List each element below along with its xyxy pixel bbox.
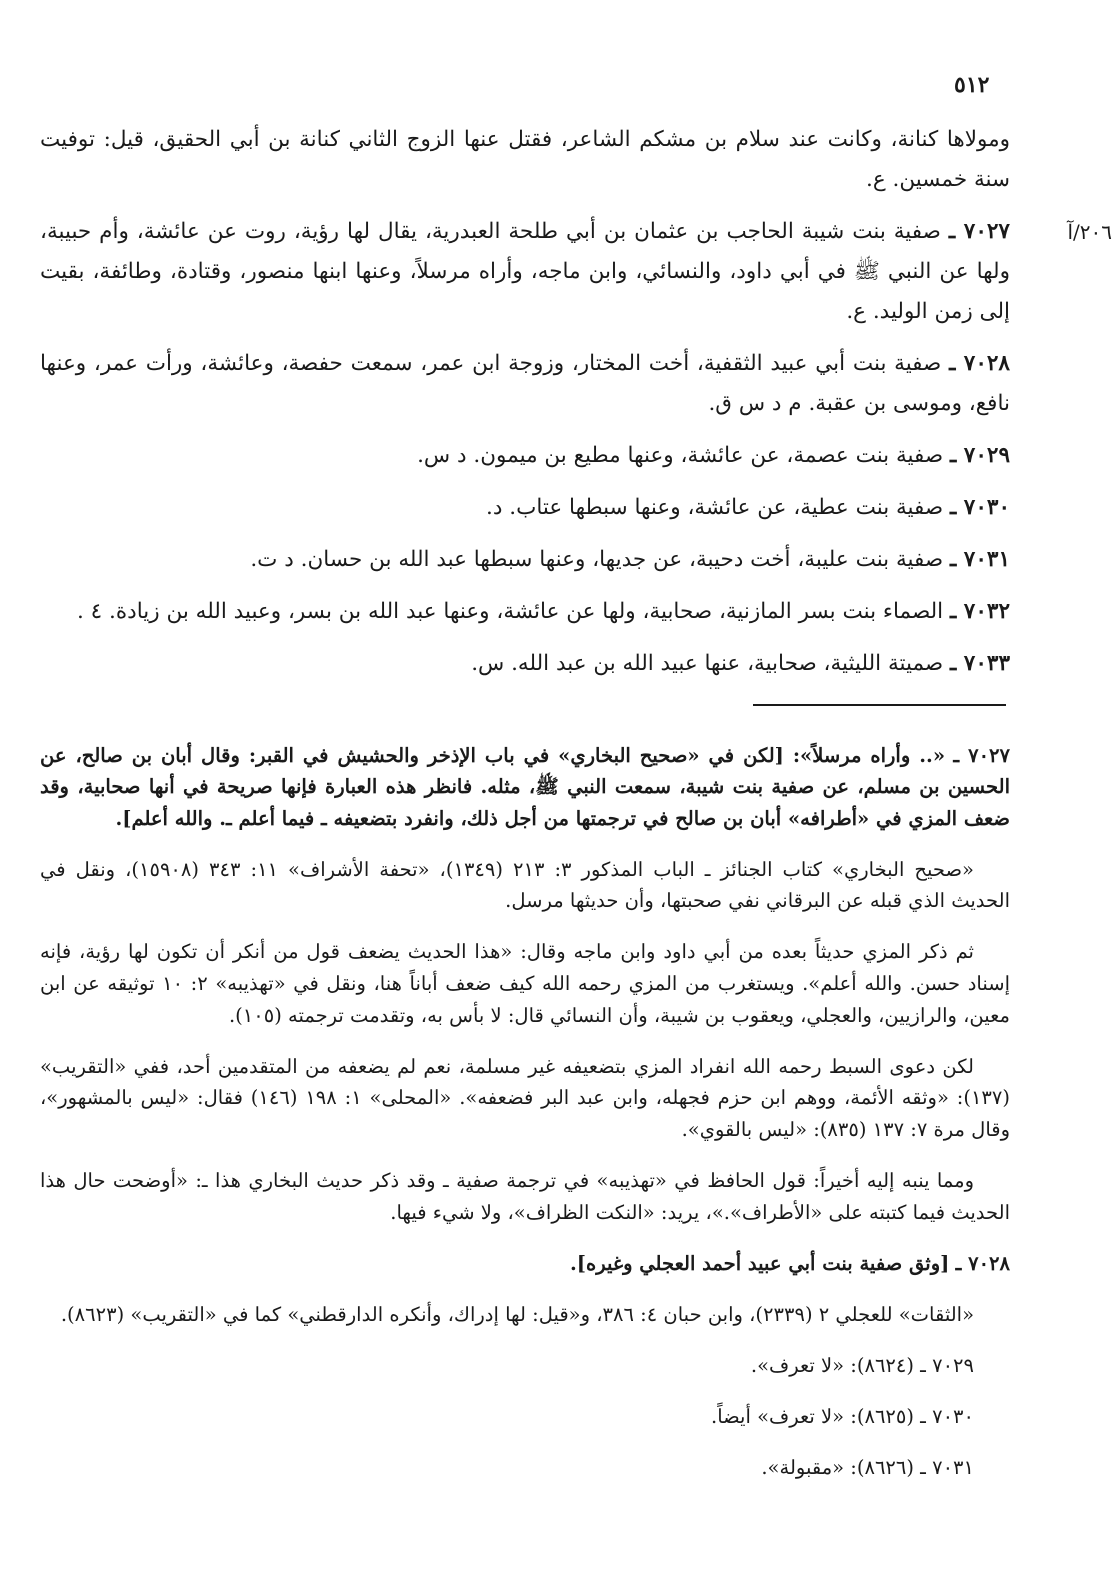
note-paragraph: «صحيح البخاري» كتاب الجنائز ـ الباب المذكور ٣: ٢١٣ (١٣٤٩)، «تحفة الأشراف» ١١: ٣٤٣ (١٥٩٠٨)، ونقل في الحديث الذي قبله عن البرقاني نفي صحبتها، وأن حديثها مرسل. bbox=[40, 857, 1010, 913]
entry-number: ٧٠٣١ ـ bbox=[950, 547, 1010, 572]
note-number: ٧٠٢٨ ـ bbox=[955, 1251, 1010, 1275]
entry-number: ٧٠٢٧ ـ bbox=[948, 219, 1010, 244]
entry-text: صميتة الليثية، صحابية، عنها عبيد الله بن عبد الله. س. bbox=[471, 651, 944, 676]
entry-number: ٧٠٣٢ ـ bbox=[950, 599, 1010, 624]
note-7028 bbox=[40, 1248, 1010, 1280]
note-7027 bbox=[40, 740, 1010, 835]
entry-7033 bbox=[40, 644, 1010, 684]
entry-text: الصماء بنت بسر المازنية، صحابية، ولها عن عائشة، وعنها عبد الله بن بسر، وعبيد الله بن زيادة. ٤ . bbox=[76, 599, 944, 624]
main-text bbox=[40, 120, 1112, 696]
entry-number: ٧٠٣٠ ـ bbox=[950, 495, 1010, 520]
entry-text: صفية بنت أبي عبيد الثقفية، أخت المختار، وزوجة ابن عمر، سمعت حفصة، وعائشة، ورأت عمر، وعنها نافع، وموسى بن عقبة. م د س ق. bbox=[40, 351, 1010, 416]
short-note-7030: ٧٠٣٠ ـ (٨٦٢٥): «لا تعرف» أيضاً. bbox=[711, 1405, 974, 1428]
margin-marker: ٢٠٦/آ bbox=[1067, 220, 1112, 244]
short-note-7029: ٧٠٢٩ ـ (٨٦٢٤): «لا تعرف». bbox=[750, 1353, 974, 1377]
note-paragraph: لكن دعوى السبط رحمه الله انفراد المزي بتضعيفه غير مسلمة، نعم لم يضعفه من المتقدمين أحد، ففي «التقريب» (١٣٧): «وثقه الأئمة، ووهم ابن حزم فجهله، وابن عبد البر فضعفه». «المحلى» ١: ١٩٨ (١٤٦) فقال: «ليس بالمشهور»، وقال مرة ٧: ١٣٧ (٨٣٥): «ليس بالقوي». bbox=[40, 1054, 1010, 1141]
note-number: ٧٠٢٧ ـ bbox=[953, 743, 1010, 767]
intro-paragraph: ومولاها كنانة، وكانت عند سلام بن مشكم الشاعر، فقتل عنها الزوج الثاني كنانة بن أبي الحقيق، قيل: توفيت سنة خمسين. ع. bbox=[40, 127, 1010, 192]
entry-number: ٧٠٢٨ ـ bbox=[949, 351, 1010, 376]
entry-number: ٧٠٣٣ ـ bbox=[950, 651, 1010, 676]
entry-7029 bbox=[40, 436, 1010, 476]
entry-text: صفية بنت عليبة، أخت دحيبة، عن جديها، وعنها سبطها عبد الله بن حسان. د ت. bbox=[250, 547, 944, 572]
footnotes bbox=[40, 720, 1010, 1503]
note-paragraph: ثم ذكر المزي حديثاً بعده من أبي داود وابن ماجه وقال: «هذا الحديث يضعف قول من أنكر أن تكون لها رؤية، فإنه إسناد حسن. والله أعلم». ويستغرب من المزي رحمه الله كيف ضعف أباناً هنا، ونقل في «تهذيبه» ٢: ١٠ توثيقه عن ابن معين، والرازيين، والعجلي، ويعقوب بن شيبة، وأن النسائي قال: لا بأس به، وتقدمت ترجمته (١٠٥). bbox=[40, 940, 1010, 1027]
footnote-divider bbox=[753, 704, 1006, 706]
short-note-7031: ٧٠٣١ ـ (٨٦٢٦): «مقبولة». bbox=[761, 1456, 974, 1480]
entry-7027 bbox=[40, 212, 1112, 332]
entry-7030 bbox=[40, 488, 1010, 528]
entry-text: صفية بنت عطية، عن عائشة، وعنها سبطها عتاب. د. bbox=[486, 495, 944, 520]
entry-7031 bbox=[40, 540, 1010, 580]
entry-7028 bbox=[40, 344, 1010, 424]
note-paragraph: ومما ينبه إليه أخيراً: قول الحافظ في «تهذيبه» في ترجمة صفية ـ وقد ذكر حديث البخاري هذا ـ: «أوضحت حال هذا الحديث فيما كتبته على «الأطراف».»، يريد: «النكت الظراف»، ولا شيء فيها. bbox=[40, 1169, 1010, 1224]
entry-7032 bbox=[40, 592, 1010, 632]
page-number: ٥١٢ bbox=[954, 72, 990, 98]
entry-text: صفية بنت عصمة، عن عائشة، وعنها مطيع بن ميمون. د س. bbox=[417, 443, 944, 468]
note-text: «.. وأراه مرسلاً»: [لكن في «صحيح البخاري» في باب الإذخر والحشيش في القبر: وقال أبان بن صالح، عن الحسين بن مسلم، عن صفية بنت شيبة، سمعت النبي ﷺ، مثله. فانظر هذه العبارة فإنها صريحة في أنها صحابية، وقد ضعف المزي في «أطرافه» أبان بن صالح في ترجمتها من أجل ذلك، وانفرد بتضعيفه ـ فيما أعلم ـ. والله أعلم]. bbox=[40, 743, 1010, 830]
entry-text: صفية بنت شيبة الحاجب بن عثمان بن أبي طلحة العبدرية، يقال لها رؤية، روت عن عائشة، وأم حبيبة، ولها عن النبي ﷺ في أبي داود، والنسائي، وابن ماجه، وأراه مرسلاً، وعنها ابنها منصور، وقتادة، وطائفة، بقيت إلى زمن الوليد. ع. bbox=[40, 219, 1010, 324]
note-paragraph: «الثقات» للعجلي ٢ (٢٣٣٩)، وابن حبان ٤: ٣٨٦، و«قيل: لها إدراك، وأنكره الدارقطني» كما في «التقريب» (٨٦٢٣). bbox=[60, 1302, 974, 1326]
entry-number: ٧٠٢٩ ـ bbox=[950, 443, 1010, 468]
note-text: [وثق صفية بنت أبي عبيد أحمد العجلي وغيره]. bbox=[570, 1251, 950, 1275]
